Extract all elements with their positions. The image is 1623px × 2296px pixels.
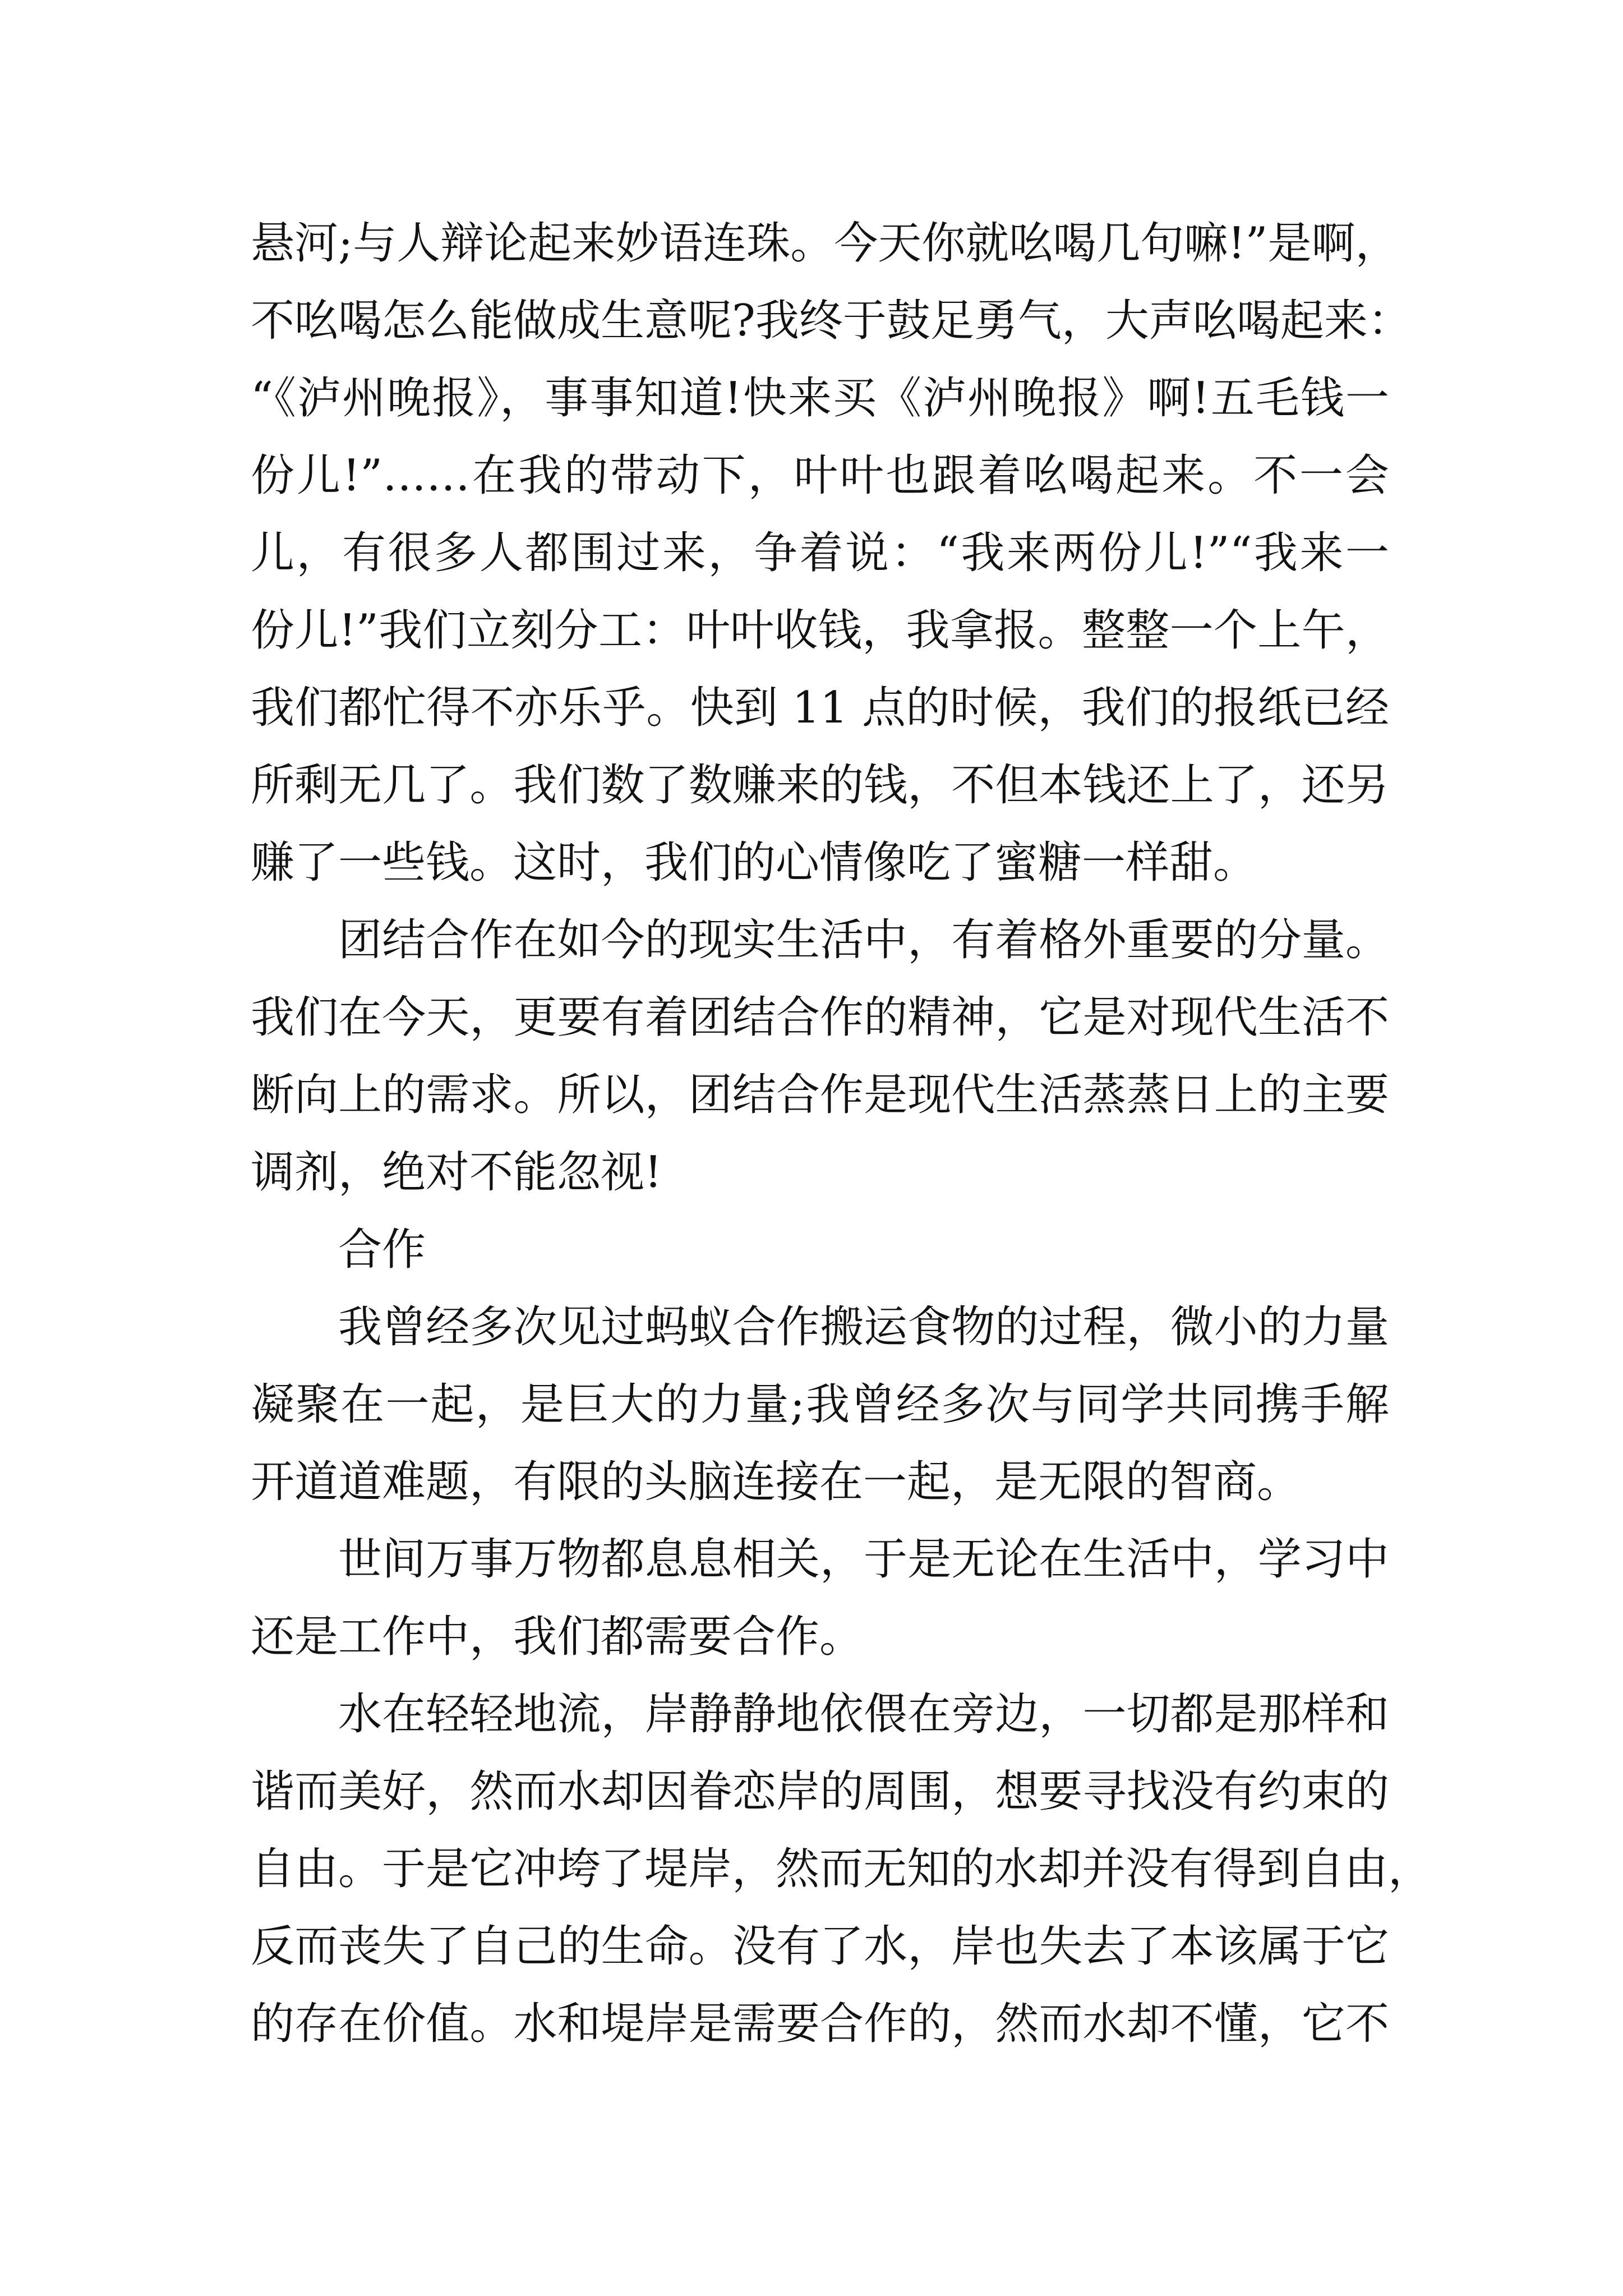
document-body (251, 205, 1432, 2063)
text-line: 的存在价值。水和堤岸是需要合作的，然而水却不懂，它不 (251, 1999, 1389, 2049)
text-line: 团结合作在如今的现实生活中，有着格外重要的分量。 (338, 915, 1389, 965)
text-line: 反而丧失了自己的生命。没有了水，岸也失去了本该属于它 (251, 1921, 1389, 1972)
text-line: 水在轻轻地流，岸静静地依偎在旁边，一切都是那样和 (338, 1689, 1389, 1740)
paragraph-water-and-shore (251, 1676, 1432, 2063)
text-line: 凝聚在一起，是巨大的力量;我曾经多次与同学共同携手解 (251, 1379, 1389, 1430)
paragraph-ants (251, 1289, 1389, 1521)
paragraph-continued (251, 205, 1412, 901)
text-line: 还是工作中，我们都需要合作。 (251, 1612, 864, 1662)
text-line: 不吆喝怎么能做成生意呢?我终于鼓足勇气，大声吆喝起来： (251, 296, 1412, 346)
text-line: 份儿!”我们立刻分工：叶叶收钱，我拿报。整整一个上午， (251, 605, 1389, 656)
text-line: 自由。于是它冲垮了堤岸，然而无知的水却并没有得到自由， (251, 1844, 1432, 1894)
text-line: 我们都忙得不亦乐乎。快到 11 点的时候，我们的报纸已经 (251, 683, 1389, 733)
paragraph-interconnected (251, 1521, 1389, 1676)
text-line: 悬河;与人辩论起来妙语连珠。今天你就吆喝几句嘛!”是啊， (251, 218, 1399, 269)
paragraph-teamwork (251, 901, 1389, 1211)
text-line: 所剩无几了。我们数了数赚来的钱，不但本钱还上了，还另 (251, 760, 1389, 811)
text-line: 世间万事万物都息息相关，于是无论在生活中，学习中 (338, 1534, 1389, 1585)
section-heading-block (251, 1211, 1389, 1289)
text-line: 儿，有很多人都围过来，争着说：“我来两份儿!”“我来一 (251, 528, 1389, 578)
text-line: 赚了一些钱。这时，我们的心情像吃了蜜糖一样甜。 (251, 838, 1257, 888)
text-line: 份儿!”……在我的带动下，叶叶也跟着吆喝起来。不一会 (251, 450, 1389, 501)
text-line: 调剂，绝对不能忽视! (251, 1147, 662, 1198)
section-heading: 合作 (338, 1225, 426, 1275)
text-line: 断向上的需求。所以，团结合作是现代生活蒸蒸日上的主要 (251, 1070, 1389, 1120)
text-line: “《泸州晚报》，事事知道!快来买《泸州晚报》啊!五毛钱一 (251, 373, 1389, 424)
text-line: 开道道难题，有限的头脑连接在一起，是无限的智商。 (251, 1457, 1301, 1507)
text-line: 我曾经多次见过蚂蚁合作搬运食物的过程，微小的力量 (338, 1302, 1389, 1352)
text-line: 谐而美好，然而水却因眷恋岸的周围，想要寻找没有约束的 (251, 1766, 1389, 1817)
text-line: 我们在今天，更要有着团结合作的精神，它是对现代生活不 (251, 992, 1389, 1043)
